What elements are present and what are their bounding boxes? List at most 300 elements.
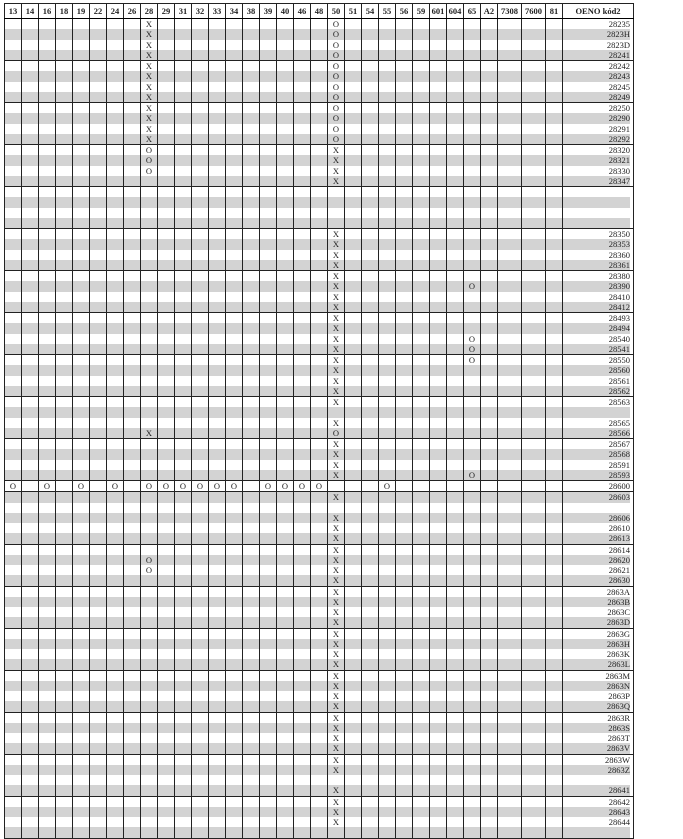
header-col-14: 14 bbox=[22, 4, 39, 19]
mark-cell bbox=[328, 492, 345, 544]
mark-cell bbox=[175, 481, 192, 492]
table-row bbox=[5, 397, 634, 439]
header-col-26: 26 bbox=[124, 4, 141, 19]
mark-cell bbox=[22, 61, 39, 103]
mark-cell bbox=[498, 103, 522, 145]
mark-cell bbox=[379, 397, 396, 439]
mark-cell bbox=[345, 187, 362, 229]
mark-cell bbox=[328, 628, 345, 670]
table-row bbox=[5, 19, 634, 61]
mark-cell bbox=[546, 754, 563, 796]
mark-cell bbox=[22, 712, 39, 754]
oeno-code-cell bbox=[563, 544, 634, 586]
mark-cell bbox=[546, 187, 563, 229]
mark-cell bbox=[430, 103, 447, 145]
mark-cell bbox=[73, 61, 90, 103]
mark-cell bbox=[345, 397, 362, 439]
mark-cell bbox=[413, 439, 430, 481]
mark-value: X bbox=[328, 260, 344, 270]
mark-cell bbox=[56, 544, 73, 586]
mark-cell bbox=[124, 628, 141, 670]
mark-cell bbox=[294, 313, 311, 355]
mark-cell bbox=[396, 492, 413, 544]
mark-value: X bbox=[141, 113, 157, 123]
mark-value: X bbox=[328, 344, 344, 354]
mark-cell bbox=[362, 271, 379, 313]
mark-cell bbox=[430, 439, 447, 481]
oeno-code-cell bbox=[563, 754, 634, 796]
mark-cell bbox=[430, 19, 447, 61]
mark-cell bbox=[226, 492, 243, 544]
mark-cell bbox=[379, 712, 396, 754]
mark-cell bbox=[22, 355, 39, 397]
mark-cell bbox=[56, 628, 73, 670]
mark-cell bbox=[311, 544, 328, 586]
mark-cell bbox=[107, 586, 124, 628]
mark-cell bbox=[413, 313, 430, 355]
mark-cell bbox=[522, 397, 546, 439]
mark-cell bbox=[226, 61, 243, 103]
mark-cell bbox=[141, 187, 158, 229]
mark-cell bbox=[294, 61, 311, 103]
oeno-code: 2863S bbox=[563, 723, 630, 733]
table-row bbox=[5, 355, 634, 397]
mark-cell bbox=[362, 712, 379, 754]
oeno-code: 28568 bbox=[563, 449, 630, 459]
oeno-code: 28320 bbox=[608, 145, 630, 155]
oeno-code-cell bbox=[563, 397, 634, 439]
mark-cell bbox=[158, 754, 175, 796]
oeno-code-cell bbox=[563, 481, 634, 492]
mark-cell bbox=[22, 492, 39, 544]
mark-cell bbox=[107, 439, 124, 481]
mark-cell bbox=[141, 796, 158, 838]
compatibility-table bbox=[4, 3, 634, 839]
oeno-code: 28643 bbox=[563, 807, 630, 817]
mark-value: O bbox=[332, 123, 340, 134]
mark-cell bbox=[413, 271, 430, 313]
mark-cell bbox=[192, 481, 209, 492]
oeno-code: 28560 bbox=[563, 365, 630, 375]
mark-cell bbox=[226, 544, 243, 586]
mark-cell bbox=[260, 313, 277, 355]
mark-cell bbox=[546, 355, 563, 397]
mark-cell bbox=[522, 754, 546, 796]
mark-cell bbox=[481, 492, 498, 544]
mark-cell bbox=[175, 586, 192, 628]
oeno-code: 28613 bbox=[563, 533, 630, 543]
oeno-code: 28330 bbox=[608, 165, 630, 176]
mark-cell bbox=[56, 397, 73, 439]
mark-cell bbox=[209, 754, 226, 796]
mark-cell bbox=[396, 145, 413, 187]
mark-cell bbox=[522, 492, 546, 544]
mark-cell bbox=[464, 145, 481, 187]
mark-cell bbox=[413, 712, 430, 754]
mark-cell bbox=[345, 355, 362, 397]
oeno-code: 28250 bbox=[608, 103, 630, 113]
mark-cell bbox=[447, 103, 464, 145]
mark-cell bbox=[175, 355, 192, 397]
mark-cell bbox=[260, 271, 277, 313]
mark-cell bbox=[498, 670, 522, 712]
mark-cell bbox=[124, 103, 141, 145]
mark-value: X bbox=[332, 145, 340, 155]
mark-cell bbox=[413, 586, 430, 628]
mark-cell bbox=[430, 481, 447, 492]
mark-cell bbox=[396, 229, 413, 271]
mark-cell bbox=[209, 397, 226, 439]
oeno-code: 28249 bbox=[563, 92, 630, 102]
mark-cell bbox=[90, 439, 107, 481]
mark-cell bbox=[481, 586, 498, 628]
mark-cell bbox=[5, 103, 22, 145]
header-col-28: 28 bbox=[141, 4, 158, 19]
mark-cell bbox=[362, 61, 379, 103]
mark-cell bbox=[226, 439, 243, 481]
mark-cell bbox=[107, 712, 124, 754]
mark-value: X bbox=[328, 323, 344, 333]
mark-cell bbox=[22, 145, 39, 187]
mark-cell bbox=[311, 145, 328, 187]
mark-cell bbox=[158, 481, 175, 492]
mark-value: X bbox=[332, 313, 340, 323]
mark-cell bbox=[175, 19, 192, 61]
mark-cell bbox=[175, 187, 192, 229]
mark-cell bbox=[430, 492, 447, 544]
mark-cell bbox=[413, 397, 430, 439]
table-row bbox=[5, 670, 634, 712]
mark-cell bbox=[243, 61, 260, 103]
mark-cell bbox=[311, 61, 328, 103]
mark-cell bbox=[379, 544, 396, 586]
mark-cell bbox=[345, 313, 362, 355]
mark-cell bbox=[345, 61, 362, 103]
mark-cell bbox=[90, 229, 107, 271]
mark-cell bbox=[209, 544, 226, 586]
mark-cell bbox=[175, 754, 192, 796]
mark-cell bbox=[73, 103, 90, 145]
mark-value: X bbox=[332, 796, 340, 807]
mark-cell bbox=[522, 229, 546, 271]
mark-cell bbox=[175, 397, 192, 439]
mark-value: X bbox=[332, 754, 340, 765]
mark-value: X bbox=[332, 271, 340, 281]
mark-cell bbox=[56, 61, 73, 103]
mark-cell bbox=[277, 628, 294, 670]
mark-cell bbox=[447, 670, 464, 712]
oeno-code: 2863P bbox=[608, 691, 630, 701]
mark-cell bbox=[5, 628, 22, 670]
mark-cell bbox=[546, 397, 563, 439]
mark-cell bbox=[481, 439, 498, 481]
mark-cell bbox=[107, 313, 124, 355]
mark-cell bbox=[277, 796, 294, 838]
mark-cell bbox=[158, 145, 175, 187]
mark-cell bbox=[175, 271, 192, 313]
oeno-code: 28290 bbox=[563, 113, 630, 123]
oeno-code-cell bbox=[563, 229, 634, 271]
mark-cell bbox=[39, 754, 56, 796]
mark-cell bbox=[522, 103, 546, 145]
mark-cell bbox=[107, 628, 124, 670]
header-col-13: 13 bbox=[5, 4, 22, 19]
oeno-code: 28566 bbox=[563, 428, 630, 438]
mark-cell bbox=[522, 481, 546, 492]
mark-cell bbox=[141, 492, 158, 544]
mark-value: X bbox=[145, 19, 153, 29]
oeno-code: 2863Q bbox=[563, 701, 630, 711]
mark-cell bbox=[498, 796, 522, 838]
mark-value: X bbox=[328, 701, 344, 711]
table-row bbox=[5, 628, 634, 670]
mark-cell bbox=[430, 229, 447, 271]
mark-cell bbox=[498, 397, 522, 439]
oeno-code: 28593 bbox=[563, 470, 630, 480]
mark-cell bbox=[73, 19, 90, 61]
mark-cell bbox=[396, 439, 413, 481]
mark-value: X bbox=[145, 123, 153, 134]
mark-cell bbox=[192, 229, 209, 271]
oeno-code-cell bbox=[563, 103, 634, 145]
mark-cell bbox=[498, 544, 522, 586]
mark-cell bbox=[226, 628, 243, 670]
mark-cell bbox=[311, 492, 328, 544]
mark-cell bbox=[22, 796, 39, 838]
mark-cell bbox=[481, 313, 498, 355]
mark-cell bbox=[430, 271, 447, 313]
mark-cell bbox=[107, 481, 124, 492]
mark-cell bbox=[522, 544, 546, 586]
mark-value: X bbox=[328, 239, 344, 249]
mark-cell bbox=[175, 712, 192, 754]
mark-value: X bbox=[332, 607, 340, 617]
mark-cell bbox=[464, 796, 481, 838]
mark-cell bbox=[413, 481, 430, 492]
mark-cell bbox=[498, 586, 522, 628]
mark-cell bbox=[5, 796, 22, 838]
mark-cell bbox=[192, 397, 209, 439]
mark-cell bbox=[481, 145, 498, 187]
mark-cell bbox=[362, 145, 379, 187]
oeno-code: 2863W bbox=[604, 754, 630, 765]
oeno-code: 28610 bbox=[608, 523, 630, 533]
mark-cell bbox=[107, 544, 124, 586]
mark-cell bbox=[294, 796, 311, 838]
mark-cell bbox=[90, 397, 107, 439]
header-oeno-code: OENO kód2 bbox=[563, 4, 634, 19]
mark-cell bbox=[481, 670, 498, 712]
header-col-50: 50 bbox=[328, 4, 345, 19]
mark-cell bbox=[546, 796, 563, 838]
mark-cell bbox=[294, 754, 311, 796]
mark-cell bbox=[22, 313, 39, 355]
mark-cell bbox=[141, 397, 158, 439]
mark-cell bbox=[158, 229, 175, 271]
mark-cell bbox=[362, 229, 379, 271]
mark-cell bbox=[124, 492, 141, 544]
mark-cell bbox=[90, 187, 107, 229]
oeno-code: 28591 bbox=[608, 459, 630, 470]
mark-value: X bbox=[328, 176, 344, 186]
mark-cell bbox=[73, 397, 90, 439]
mark-value: X bbox=[328, 597, 344, 607]
mark-cell bbox=[464, 61, 481, 103]
mark-cell bbox=[39, 61, 56, 103]
mark-cell bbox=[226, 712, 243, 754]
mark-value: X bbox=[332, 165, 340, 176]
mark-cell bbox=[447, 355, 464, 397]
mark-value: X bbox=[141, 92, 157, 102]
mark-cell bbox=[345, 481, 362, 492]
mark-cell bbox=[447, 544, 464, 586]
mark-value: X bbox=[328, 681, 344, 691]
mark-cell bbox=[362, 187, 379, 229]
mark-cell bbox=[39, 103, 56, 145]
mark-cell bbox=[260, 492, 277, 544]
mark-cell bbox=[447, 586, 464, 628]
mark-cell bbox=[546, 544, 563, 586]
mark-cell bbox=[481, 796, 498, 838]
mark-cell bbox=[277, 103, 294, 145]
mark-value: X bbox=[332, 670, 340, 681]
mark-cell bbox=[413, 19, 430, 61]
mark-cell bbox=[413, 229, 430, 271]
header-col-33: 33 bbox=[209, 4, 226, 19]
mark-cell bbox=[73, 544, 90, 586]
mark-value: X bbox=[328, 449, 344, 459]
oeno-code: 2863D bbox=[563, 617, 630, 627]
mark-cell bbox=[379, 271, 396, 313]
mark-cell bbox=[294, 187, 311, 229]
mark-value: X bbox=[145, 39, 153, 50]
header-col-34: 34 bbox=[226, 4, 243, 19]
mark-cell bbox=[481, 103, 498, 145]
mark-cell bbox=[362, 796, 379, 838]
mark-cell bbox=[22, 628, 39, 670]
mark-value: O bbox=[179, 481, 187, 491]
mark-cell bbox=[277, 481, 294, 492]
mark-value: O bbox=[464, 281, 480, 291]
mark-cell bbox=[192, 492, 209, 544]
mark-cell bbox=[294, 712, 311, 754]
mark-cell bbox=[396, 670, 413, 712]
oeno-code: 28245 bbox=[608, 81, 630, 92]
mark-cell bbox=[464, 355, 481, 397]
table-row bbox=[5, 271, 634, 313]
mark-cell bbox=[362, 355, 379, 397]
mark-cell bbox=[413, 754, 430, 796]
mark-cell bbox=[56, 187, 73, 229]
mark-cell bbox=[141, 712, 158, 754]
mark-cell bbox=[124, 481, 141, 492]
mark-cell bbox=[243, 712, 260, 754]
oeno-code: 28614 bbox=[608, 544, 630, 555]
mark-cell bbox=[328, 397, 345, 439]
table-row bbox=[5, 481, 634, 492]
mark-cell bbox=[5, 481, 22, 492]
mark-value: X bbox=[328, 513, 344, 523]
oeno-code: 28563 bbox=[608, 397, 630, 407]
mark-cell bbox=[260, 628, 277, 670]
mark-cell bbox=[226, 229, 243, 271]
mark-value: O bbox=[9, 481, 17, 491]
oeno-code: 2823D bbox=[606, 39, 630, 50]
mark-cell bbox=[447, 481, 464, 492]
table-row bbox=[5, 712, 634, 754]
mark-cell bbox=[464, 187, 481, 229]
mark-cell bbox=[209, 103, 226, 145]
mark-cell bbox=[379, 628, 396, 670]
mark-cell bbox=[447, 439, 464, 481]
mark-cell bbox=[56, 586, 73, 628]
header-col-40: 40 bbox=[277, 4, 294, 19]
header-col-81: 81 bbox=[546, 4, 563, 19]
oeno-code: 28291 bbox=[608, 123, 630, 134]
mark-cell bbox=[226, 754, 243, 796]
mark-cell bbox=[141, 439, 158, 481]
mark-cell bbox=[362, 397, 379, 439]
mark-cell bbox=[260, 670, 277, 712]
mark-cell bbox=[311, 355, 328, 397]
mark-cell bbox=[413, 355, 430, 397]
oeno-code: 2863C bbox=[607, 607, 630, 617]
oeno-code-cell bbox=[563, 492, 634, 544]
mark-cell bbox=[430, 796, 447, 838]
mark-cell bbox=[243, 19, 260, 61]
mark-cell bbox=[56, 492, 73, 544]
mark-cell bbox=[5, 712, 22, 754]
mark-cell bbox=[522, 670, 546, 712]
mark-cell bbox=[209, 586, 226, 628]
mark-cell bbox=[158, 187, 175, 229]
mark-cell bbox=[277, 61, 294, 103]
mark-cell bbox=[158, 355, 175, 397]
mark-cell bbox=[277, 229, 294, 271]
mark-cell bbox=[158, 271, 175, 313]
mark-cell bbox=[396, 754, 413, 796]
mark-cell bbox=[464, 754, 481, 796]
mark-cell bbox=[294, 492, 311, 544]
mark-cell bbox=[158, 712, 175, 754]
oeno-code: 2863M bbox=[605, 670, 630, 681]
mark-cell bbox=[158, 397, 175, 439]
mark-cell bbox=[260, 145, 277, 187]
mark-cell bbox=[73, 145, 90, 187]
mark-cell bbox=[73, 796, 90, 838]
mark-value: X bbox=[332, 355, 340, 365]
mark-value: O bbox=[332, 103, 340, 113]
mark-cell bbox=[294, 628, 311, 670]
header-col-7308: 7308 bbox=[498, 4, 522, 19]
mark-cell bbox=[345, 628, 362, 670]
mark-cell bbox=[124, 670, 141, 712]
mark-cell bbox=[22, 19, 39, 61]
mark-cell bbox=[447, 145, 464, 187]
mark-cell bbox=[447, 19, 464, 61]
mark-cell bbox=[447, 187, 464, 229]
mark-cell bbox=[522, 313, 546, 355]
mark-cell bbox=[345, 544, 362, 586]
oeno-code: 28390 bbox=[563, 281, 630, 291]
header-col-32: 32 bbox=[192, 4, 209, 19]
mark-cell bbox=[498, 187, 522, 229]
header-col-38: 38 bbox=[243, 4, 260, 19]
mark-cell bbox=[522, 628, 546, 670]
mark-cell bbox=[73, 754, 90, 796]
oeno-code: 28567 bbox=[608, 439, 630, 449]
mark-cell bbox=[464, 492, 481, 544]
